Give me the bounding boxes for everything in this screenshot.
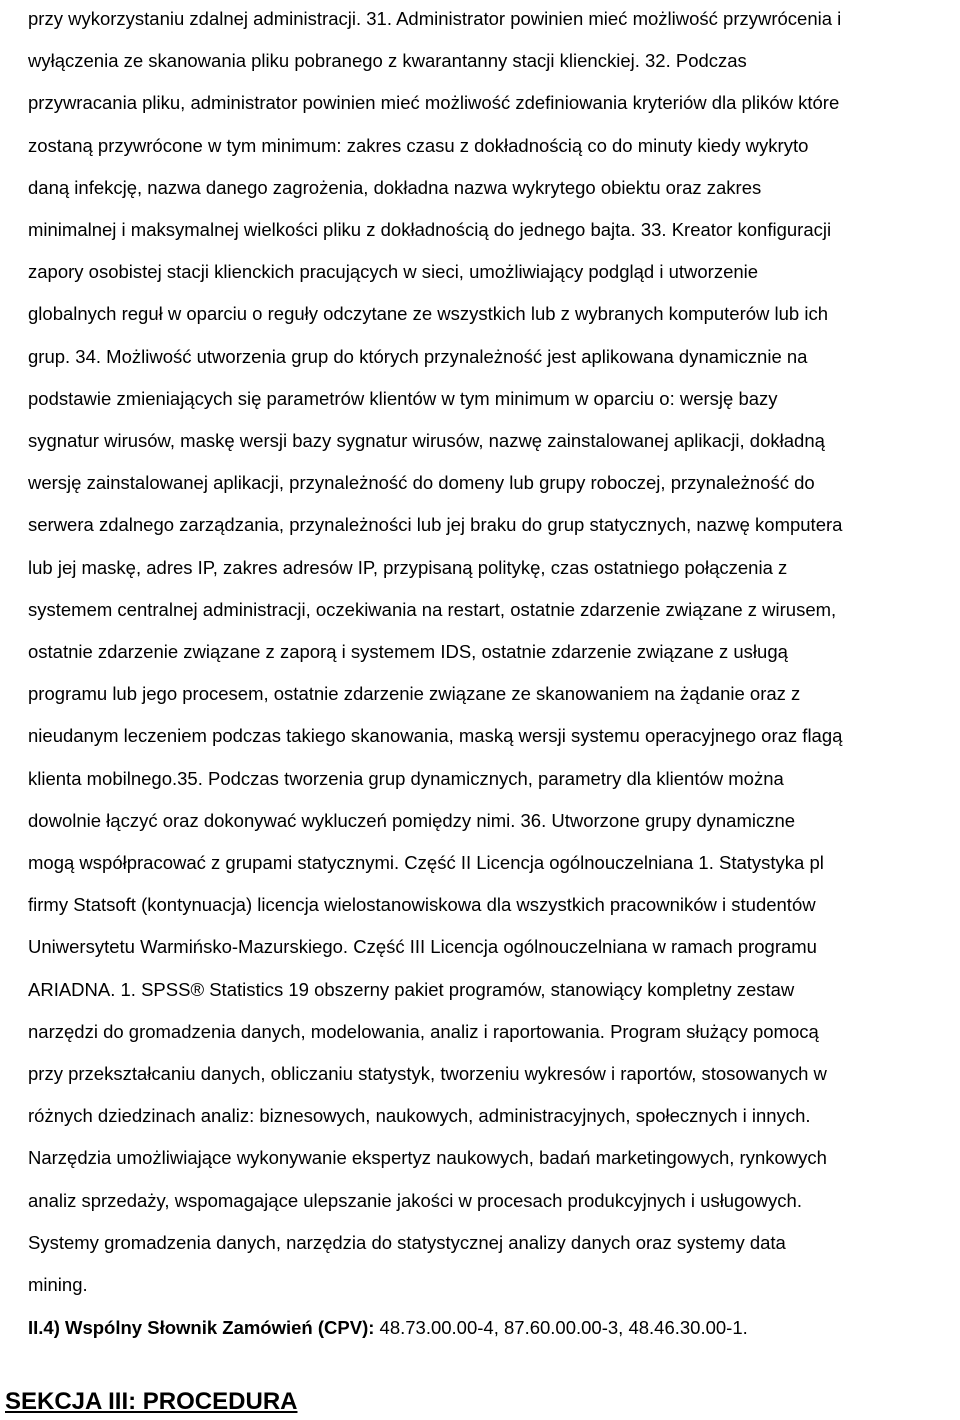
paragraph-line: zostaną przywrócone w tym minimum: zakres czasu z dokładnością co do minuty kiedy wykryto bbox=[28, 134, 809, 156]
paragraph-line: lub jej maskę, adres IP, zakres adresów IP, przypisaną politykę, czas ostatniego połączenia z bbox=[28, 556, 788, 578]
paragraph-line: klienta mobilnego.35. Podczas tworzenia grup dynamicznych, parametry dla klientów można bbox=[28, 767, 784, 789]
section-heading: SEKCJA III: PROCEDURA bbox=[5, 1388, 298, 1415]
paragraph-line: analiz sprzedaży, wspomagające ulepszanie jakości w procesach produkcyjnych i usługowych. bbox=[28, 1189, 802, 1211]
paragraph-line: zapory osobistej stacji klienckich pracujących w sieci, umożliwiający podgląd i utworzenie bbox=[28, 261, 759, 283]
paragraph-line: przy wykorzystaniu zdalnej administracji. 31. Administrator powinien mieć możliwość przywrócenia i bbox=[28, 8, 842, 29]
cpv-line bbox=[28, 1317, 748, 1339]
paragraph-line: globalnych reguł w oparciu o reguły odczytane ze wszystkich lub z wybranych komputerów lub ich bbox=[28, 303, 828, 325]
paragraph-line: wersję zainstalowanej aplikacji, przynależność do domeny lub grupy roboczej, przynależność do bbox=[28, 472, 815, 494]
cpv-label: II.4) Wspólny Słownik Zamówień (CPV): bbox=[28, 1316, 375, 1338]
cpv-codes: 48.73.00.00-4, 87.60.00.00-3, 48.46.30.00-1. bbox=[374, 1316, 748, 1338]
paragraph-line: programu lub jego procesem, ostatnie zdarzenie związane ze skanowaniem na żądanie oraz z bbox=[28, 683, 801, 705]
paragraph-line: systemem centralnej administracji, oczekiwania na restart, ostatnie zdarzenie związane z wirusem, bbox=[28, 598, 837, 620]
paragraph-line: mogą współpracować z grupami statycznymi. Część II Licencja ogólnouczelniana 1. Statystyka pl bbox=[28, 852, 824, 873]
paragraph-line: Systemy gromadzenia danych, narzędzia do statystycznej analizy danych oraz systemy data bbox=[28, 1231, 786, 1253]
paragraph-line: wyłączenia ze skanowania pliku pobranego z kwarantanny stacji klienckiej. 32. Podczas bbox=[28, 50, 747, 72]
paragraph-line: nieudanym leczeniem podczas takiego skanowania, maską wersji systemu operacyjnego oraz flagą bbox=[28, 725, 843, 747]
paragraph-line: narzędzi do gromadzenia danych, modelowania, analiz i raportowania. Program służący pomocą bbox=[28, 1020, 819, 1042]
paragraph-line: Narzędzia umożliwiające wykonywanie ekspertyz naukowych, badań marketingowych, rynkowych bbox=[28, 1147, 827, 1169]
paragraph-line: grup. 34. Możliwość utworzenia grup do których przynależność jest aplikowana dynamicznie na bbox=[28, 345, 808, 367]
paragraph-line: przy przekształcaniu danych, obliczaniu statystyk, tworzeniu wykresów i raportów, stosowanych w bbox=[28, 1063, 827, 1084]
paragraph-line: mining. bbox=[28, 1274, 88, 1295]
paragraph-line: daną infekcję, nazwa danego zagrożenia, dokładna nazwa wykrytego obiektu oraz zakres bbox=[28, 176, 762, 198]
paragraph-line: ostatnie zdarzenie związane z zaporą i systemem IDS, ostatnie zdarzenie związane z usługą bbox=[28, 641, 788, 662]
paragraph-line: Uniwersytetu Warmińsko-Mazurskiego. Część III Licencja ogólnouczelniana w ramach programu bbox=[28, 936, 817, 958]
paragraph-line: różnych dziedzinach analiz: biznesowych, naukowych, administracyjnych, społecznych i innych. bbox=[28, 1105, 811, 1127]
paragraph-line: firmy Statsoft (kontynuacja) licencja wielostanowiskowa dla wszystkich pracowników i studentów bbox=[28, 894, 816, 916]
paragraph-line: sygnatur wirusów, maskę wersji bazy sygnatur wirusów, nazwę zainstalowanej aplikacji, dokładną bbox=[28, 430, 825, 451]
paragraph-line: podstawie zmieniających się parametrów klientów w tym minimum w oparciu o: wersję bazy bbox=[28, 387, 778, 409]
paragraph-line: minimalnej i maksymalnej wielkości pliku z dokładnością do jednego bajta. 33. Kreator konfiguracji bbox=[28, 219, 832, 240]
paragraph-line: przywracania pliku, administrator powinien mieć możliwość zdefiniowania kryteriów dla plików które bbox=[28, 92, 840, 114]
paragraph-line: ARIADNA. 1. SPSS® Statistics 19 obszerny pakiet programów, stanowiący kompletny zestaw bbox=[28, 978, 795, 1000]
paragraph-line: serwera zdalnego zarządzania, przynależności lub jej braku do grup statycznych, nazwę komputera bbox=[28, 514, 843, 536]
paragraph-line: dowolnie łączyć oraz dokonywać wykluczeń pomiędzy nimi. 36. Utworzone grupy dynamiczne bbox=[28, 809, 796, 831]
